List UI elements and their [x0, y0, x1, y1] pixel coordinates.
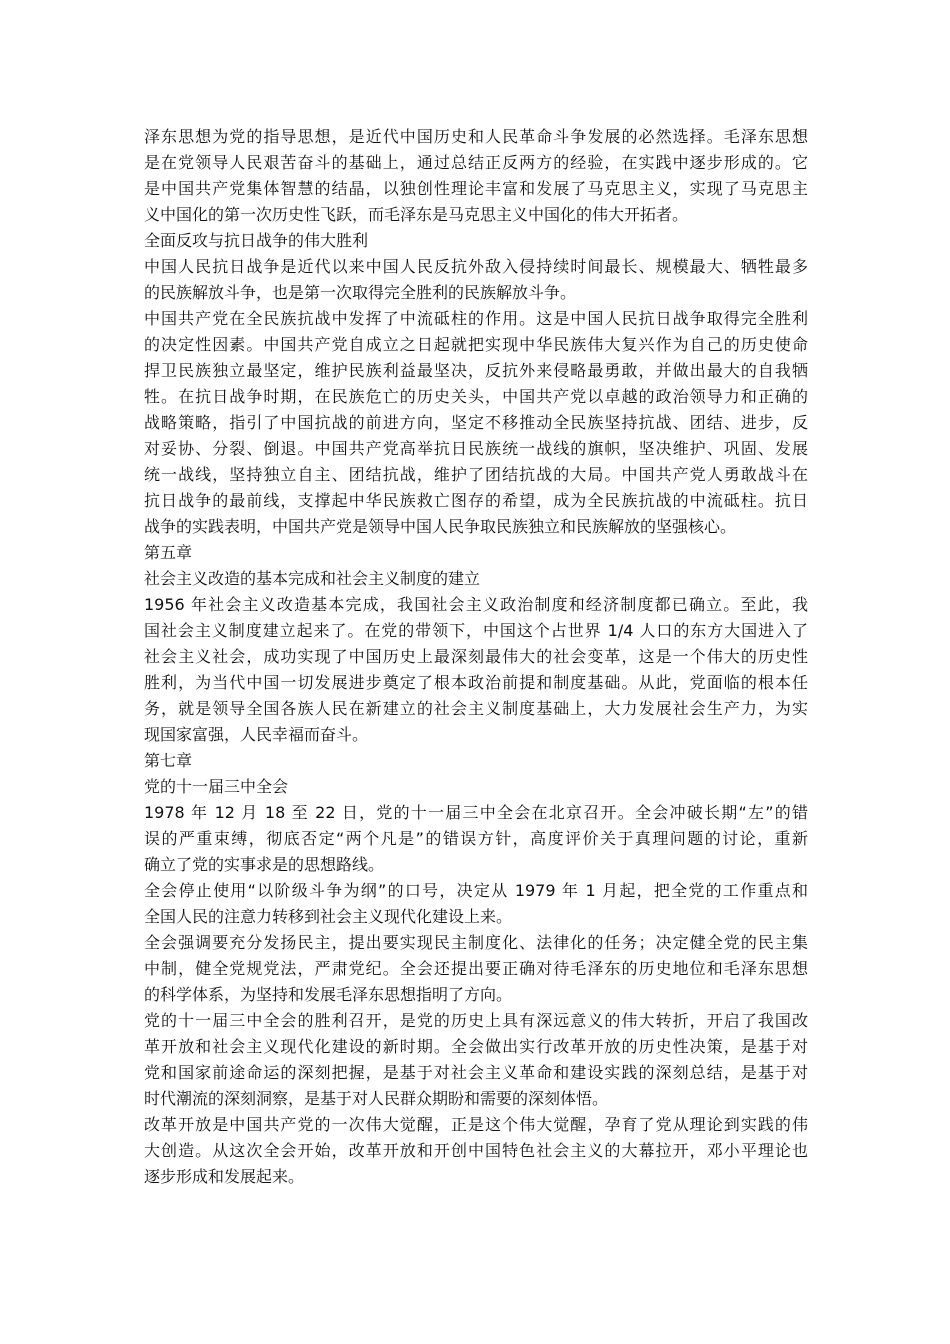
- text-line: 抗日战争的最前线，支撑起中华民族救亡图存的希望，成为全民族抗战的中流砥柱。抗日: [144, 491, 808, 510]
- text-line: 的决定性因素。中国共产党自成立之日起就把实现中华民族伟大复兴作为自己的历史使命: [144, 335, 808, 354]
- text-line: 义中国化的第一次历史性飞跃，而毛泽东是马克思主义中国化的伟大开拓者。: [144, 205, 689, 224]
- section-heading: 第五章: [144, 543, 193, 562]
- paragraph: [144, 254, 808, 306]
- text-line: 捍卫民族独立最坚定，维护民族利益最坚决，反抗外来侵略最勇敢，并做出最大的自我牺: [144, 361, 808, 380]
- text-line: 务，就是领导全国各族人民在新建立的社会主义制度基础上，大力发展社会生产力，为实: [144, 699, 808, 718]
- text-line: 革开放和社会主义现代化建设的新时期。全会做出实行改革开放的历史性决策，是基于对: [144, 1037, 808, 1056]
- text-line: 逐步形成和发展起来。: [144, 1167, 305, 1186]
- text-line: 战争的实践表明，中国共产党是领导中国人民争取民族独立和民族解放的坚强核心。: [144, 517, 737, 536]
- text-line: 的科学体系，为坚持和发展毛泽东思想指明了方向。: [144, 985, 513, 1004]
- text-line: 全会停止使用“以阶级斗争为纲”的口号，决定从 1979 年 1 月起，把全党的工作重点和: [144, 881, 808, 900]
- paragraph: [144, 1008, 808, 1112]
- paragraph: [144, 878, 808, 930]
- text-line: 改革开放是中国共产党的一次伟大觉醒，正是这个伟大觉醒，孕育了党从理论到实践的伟: [144, 1115, 808, 1134]
- paragraph: [144, 1112, 808, 1190]
- text-line: 牲。在抗日战争时期，在民族危亡的历史关头，中国共产党以卓越的政治领导力和正确的: [144, 387, 808, 406]
- section-heading: 第七章: [144, 751, 193, 770]
- text-line: 党的十一届三中全会的胜利召开，是党的历史上具有深远意义的伟大转折，开启了我国改: [144, 1011, 808, 1030]
- text-line: 社会主义社会，成功实现了中国历史上最深刻最伟大的社会变革，这是一个伟大的历史性: [144, 647, 808, 666]
- text-line: 是中国共产党集体智慧的结晶，以独创性理论丰富和发展了马克思主义，实现了马克思主: [144, 179, 808, 198]
- paragraph: [144, 800, 808, 878]
- text-line: 统一战线，坚持独立自主、团结抗战，维护了团结抗战的大局。中国共产党人勇敢战斗在: [144, 465, 808, 484]
- text-line: 国社会主义制度建立起来了。在党的带领下，中国这个占世界 1/4 人口的东方大国进入了: [144, 621, 808, 640]
- text-line: 是在党领导人民艰苦奋斗的基础上，通过总结正反两方的经验，在实践中逐步形成的。它: [144, 153, 808, 172]
- paragraph: [144, 930, 808, 1008]
- text-line: 1956 年社会主义改造基本完成，我国社会主义政治制度和经济制度都已确立。至此，我: [144, 595, 808, 614]
- text-line: 中国共产党在全民族抗战中发挥了中流砥柱的作用。这是中国人民抗日战争取得完全胜利: [144, 309, 808, 328]
- text-line: 的民族解放斗争，也是第一次取得完全胜利的民族解放斗争。: [144, 283, 577, 302]
- text-line: 大创造。从这次全会开始，改革开放和开创中国特色社会主义的大幕拉开，邓小平理论也: [144, 1141, 808, 1160]
- text-line: 现国家富强，人民幸福而奋斗。: [144, 725, 369, 744]
- paragraph: [144, 592, 808, 748]
- text-line: 对妥协、分裂、倒退。中国共产党高举抗日民族统一战线的旗帜，坚决维护、巩固、发展: [144, 439, 808, 458]
- paragraph: [144, 306, 808, 540]
- text-line: 时代潮流的深刻洞察，是基于对人民群众期盼和需要的深刻体悟。: [144, 1089, 609, 1108]
- text-line: 党和国家前途命运的深刻把握，是基于对社会主义革命和建设实践的深刻总结，是基于对: [144, 1063, 808, 1082]
- document-page: [144, 124, 808, 1190]
- section-heading: 全面反攻与抗日战争的伟大胜利: [144, 231, 369, 250]
- text-line: 1978 年 12 月 18 至 22 日，党的十一届三中全会在北京召开。全会冲破长期“左”的错: [144, 803, 808, 822]
- text-line: 战略策略，指引了中国抗战的前进方向，坚定不移推动全民族坚持抗战、团结、进步，反: [144, 413, 808, 432]
- text-line: 确立了党的实事求是的思想路线。: [144, 855, 385, 874]
- text-line: 全国人民的注意力转移到社会主义现代化建设上来。: [144, 907, 513, 926]
- text-line: 中国人民抗日战争是近代以来中国人民反抗外敌入侵持续时间最长、规模最大、牺牲最多: [144, 257, 808, 276]
- text-line: 胜利，为当代中国一切发展进步奠定了根本政治前提和制度基础。从此，党面临的根本任: [144, 673, 808, 692]
- paragraph: [144, 124, 808, 228]
- text-line: 泽东思想为党的指导思想，是近代中国历史和人民革命斗争发展的必然选择。毛泽东思想: [144, 127, 808, 146]
- section-heading: 社会主义改造的基本完成和社会主义制度的建立: [144, 569, 481, 588]
- text-line: 全会强调要充分发扬民主，提出要实现民主制度化、法律化的任务；决定健全党的民主集: [144, 933, 808, 952]
- section-heading: 党的十一届三中全会: [144, 777, 289, 796]
- text-line: 误的严重束缚，彻底否定“两个凡是”的错误方针，高度评价关于真理问题的讨论，重新: [144, 829, 808, 848]
- text-line: 中制，健全党规党法，严肃党纪。全会还提出要正确对待毛泽东的历史地位和毛泽东思想: [144, 959, 808, 978]
